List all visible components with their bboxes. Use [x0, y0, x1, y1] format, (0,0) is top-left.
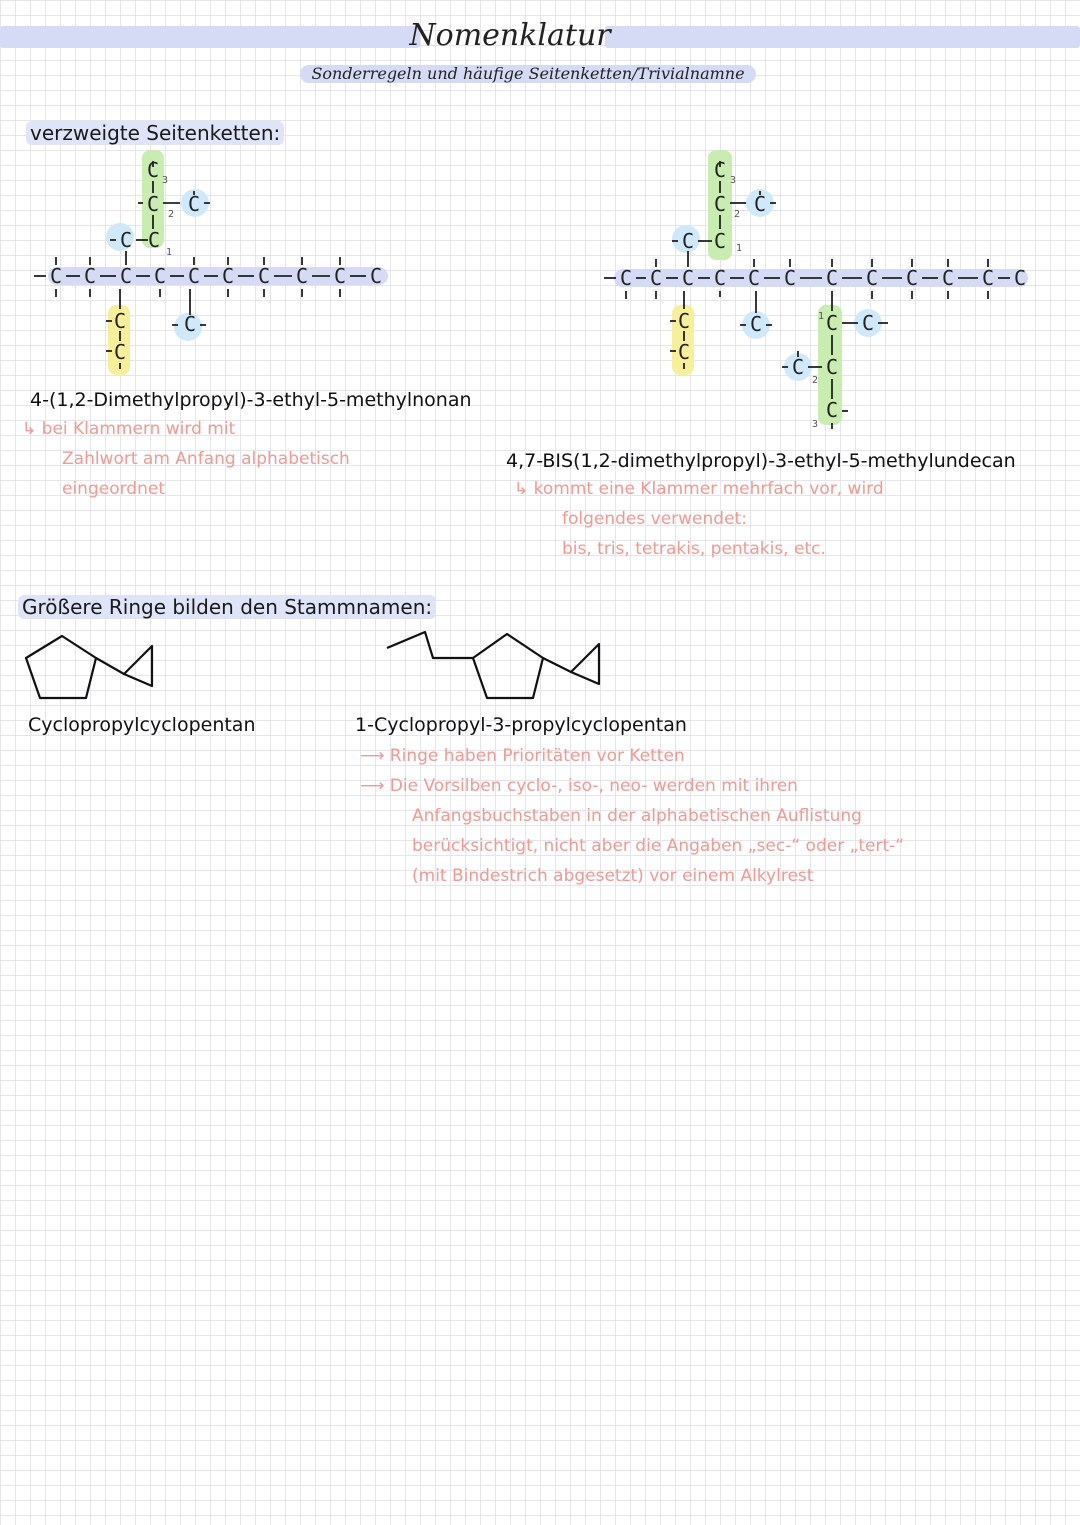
svg-text:C: C [221, 264, 235, 288]
svg-text:C: C [83, 264, 97, 288]
ring-example2-name: 1-Cyclopropyl-3-propylcyclopentan [355, 714, 687, 736]
svg-text:3: 3 [812, 419, 819, 430]
svg-text:C: C [713, 158, 727, 182]
svg-text:C: C [825, 311, 839, 335]
svg-text:C: C [619, 266, 633, 290]
svg-text:C: C [713, 266, 727, 290]
svg-text:C: C [113, 340, 127, 364]
svg-text:C: C [753, 192, 767, 216]
svg-text:C: C [1013, 266, 1027, 290]
cyclopentane-ring [473, 634, 543, 698]
svg-text:C: C [941, 266, 955, 290]
svg-text:1: 1 [818, 311, 825, 322]
svg-text:C: C [825, 398, 839, 422]
svg-text:C: C [749, 312, 763, 336]
svg-text:1: 1 [166, 247, 173, 258]
section-heading-branched: verzweigte Seitenketten: [26, 121, 284, 145]
arrow-icon: ↳ [22, 419, 42, 439]
svg-text:C: C [183, 312, 197, 336]
svg-text:2: 2 [812, 375, 819, 386]
structure-cyclopropyl-propylcyclopentan [385, 628, 615, 708]
example1-note: ↳ bei Klammern wird mit Zahlwort am Anfang alphabetisch eingeordnet [22, 419, 350, 499]
example2-name: 4,7-BIS(1,2-dimethylpropyl)-3-ethyl-5-methylundecan [506, 450, 1016, 472]
structure-bis-dimethylpropyl-undecan [600, 145, 1040, 435]
svg-text:C: C [49, 264, 63, 288]
svg-text:C: C [113, 309, 127, 333]
svg-text:C: C [713, 192, 727, 216]
cyclopentane-ring [26, 636, 96, 698]
ring-notes: ⟶ Ringe haben Prioritäten vor Ketten ⟶ Die Vorsilben cyclo-, iso-, neo- werden mit ihren Anfangsbuchstaben in der alphabetischen Auflistung berücksichtigt, nicht aber die Angaben „sec-“ oder „tert-“ (mit Bindestrich abgesetzt) vor einem Alkylrest [360, 746, 905, 886]
propyl-chain [387, 632, 473, 658]
svg-text:C: C [119, 264, 133, 288]
svg-text:C: C [146, 192, 160, 216]
svg-text:C: C [147, 228, 161, 252]
svg-text:C: C [747, 266, 761, 290]
svg-text:C: C [153, 264, 167, 288]
cyclopropane-ring [571, 644, 599, 684]
page-title: Nomenklatur [409, 18, 611, 53]
page-subtitle: Sonderregeln und häufige Seitenketten/Trivialnamne [311, 64, 745, 83]
svg-text:C: C [146, 158, 160, 182]
svg-text:C: C [791, 355, 805, 379]
svg-text:C: C [187, 192, 201, 216]
svg-text:C: C [865, 266, 879, 290]
arrow-icon: ⟶ [360, 776, 390, 796]
section-heading-rings: Größere Ringe bilden den Stammnamen: [18, 595, 436, 619]
svg-text:C: C [681, 229, 695, 253]
svg-text:C: C [713, 229, 727, 253]
svg-text:C: C [649, 266, 663, 290]
svg-text:3: 3 [730, 175, 737, 186]
structure-cyclopropylcyclopentan [18, 628, 168, 708]
ring-example1-name: Cyclopropylcyclopentan [28, 714, 256, 736]
arrow-icon: ↳ [514, 479, 534, 499]
svg-text:C: C [825, 266, 839, 290]
svg-text:C: C [677, 340, 691, 364]
example1-name: 4-(1,2-Dimethylpropyl)-3-ethyl-5-methylnonan [30, 389, 472, 411]
svg-text:2: 2 [734, 209, 741, 220]
svg-text:C: C [825, 355, 839, 379]
svg-text:3: 3 [162, 175, 169, 186]
svg-text:C: C [861, 311, 875, 335]
svg-text:2: 2 [168, 209, 175, 220]
svg-text:C: C [119, 228, 133, 252]
svg-text:C: C [981, 266, 995, 290]
svg-text:C: C [681, 266, 695, 290]
svg-text:C: C [905, 266, 919, 290]
structure-dimethylpropyl-nonan [20, 145, 400, 375]
arrow-icon: ⟶ [360, 746, 390, 766]
svg-text:C: C [295, 264, 309, 288]
svg-text:C: C [187, 264, 201, 288]
svg-text:C: C [333, 264, 347, 288]
svg-text:C: C [369, 264, 383, 288]
cyclopropane-ring [124, 646, 152, 686]
svg-text:C: C [257, 264, 271, 288]
example2-note: ↳ kommt eine Klammer mehrfach vor, wird folgendes verwendet: bis, tris, tetrakis, pentakis, etc. [514, 479, 884, 559]
svg-text:1: 1 [736, 243, 743, 254]
svg-text:C: C [783, 266, 797, 290]
svg-text:C: C [677, 309, 691, 333]
